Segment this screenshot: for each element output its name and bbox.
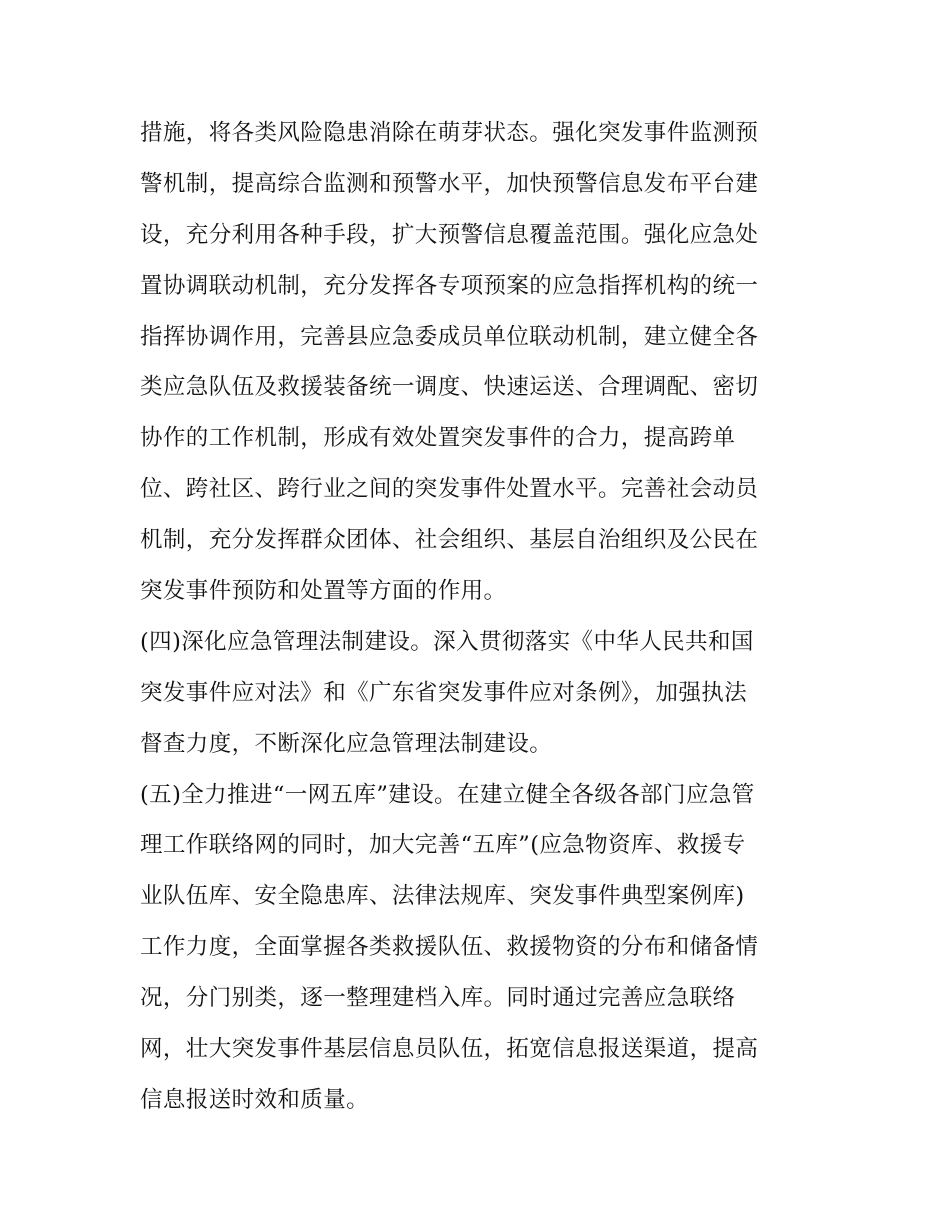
text-line: 类应急队伍及救援装备统一调度、快速运送、合理调配、密切 [140,374,759,401]
text-line: 网，壮大突发事件基层信息员队伍，拓宽信息报送渠道，提高 [140,1036,759,1063]
text-line: 督查力度，不断深化应急管理法制建设。 [140,730,553,757]
text-line: 突发事件应对法》和《广东省突发事件应对条例》，加强执法 [140,679,748,706]
body-text [140,108,820,1126]
text-line: 工作力度，全面掌握各类救援队伍、救援物资的分布和储备情 [140,934,759,961]
text-line: 信息报送时效和质量。 [140,1086,370,1113]
section-heading-line: (四)深化应急管理法制建设。深入贯彻落实《中华人民共和国 [140,628,754,655]
text-line: 机制，充分发挥群众团体、社会组织、基层自治组织及公民在 [140,527,759,554]
text-line: 况，分门别类，逐一整理建档入库。同时通过完善应急联络 [140,985,736,1012]
text-line: 业队伍库、安全隐患库、法律法规库、突发事件典型案例库) [140,883,745,910]
text-line: 指挥协调作用，完善县应急委成员单位联动机制，建立健全各 [140,323,759,350]
text-line: 措施，将各类风险隐患消除在萌芽状态。强化突发事件监测预 [140,120,759,146]
text-line: 置协调联动机制，充分发挥各专项预案的应急指挥机构的统一 [140,272,759,299]
section-heading-line: (五)全力推进“一网五库”建设。在建立健全各级各部门应急管 [140,781,755,808]
text-line: 设，充分利用各种手段，扩大预警信息覆盖范围。强化应急处 [140,221,759,248]
text-line: 协作的工作机制，形成有效处置突发事件的合力，提高跨单 [140,425,736,452]
text-line: 理工作联络网的同时，加大完善“五库”(应急物资库、救援专 [140,832,746,859]
text-line: 警机制，提高综合监测和预警水平，加快预警信息发布平台建 [140,170,759,197]
text-line: 突发事件预防和处置等方面的作用。 [140,578,507,605]
text-line: 位、跨社区、跨行业之间的突发事件处置水平。完善社会动员 [140,476,759,503]
